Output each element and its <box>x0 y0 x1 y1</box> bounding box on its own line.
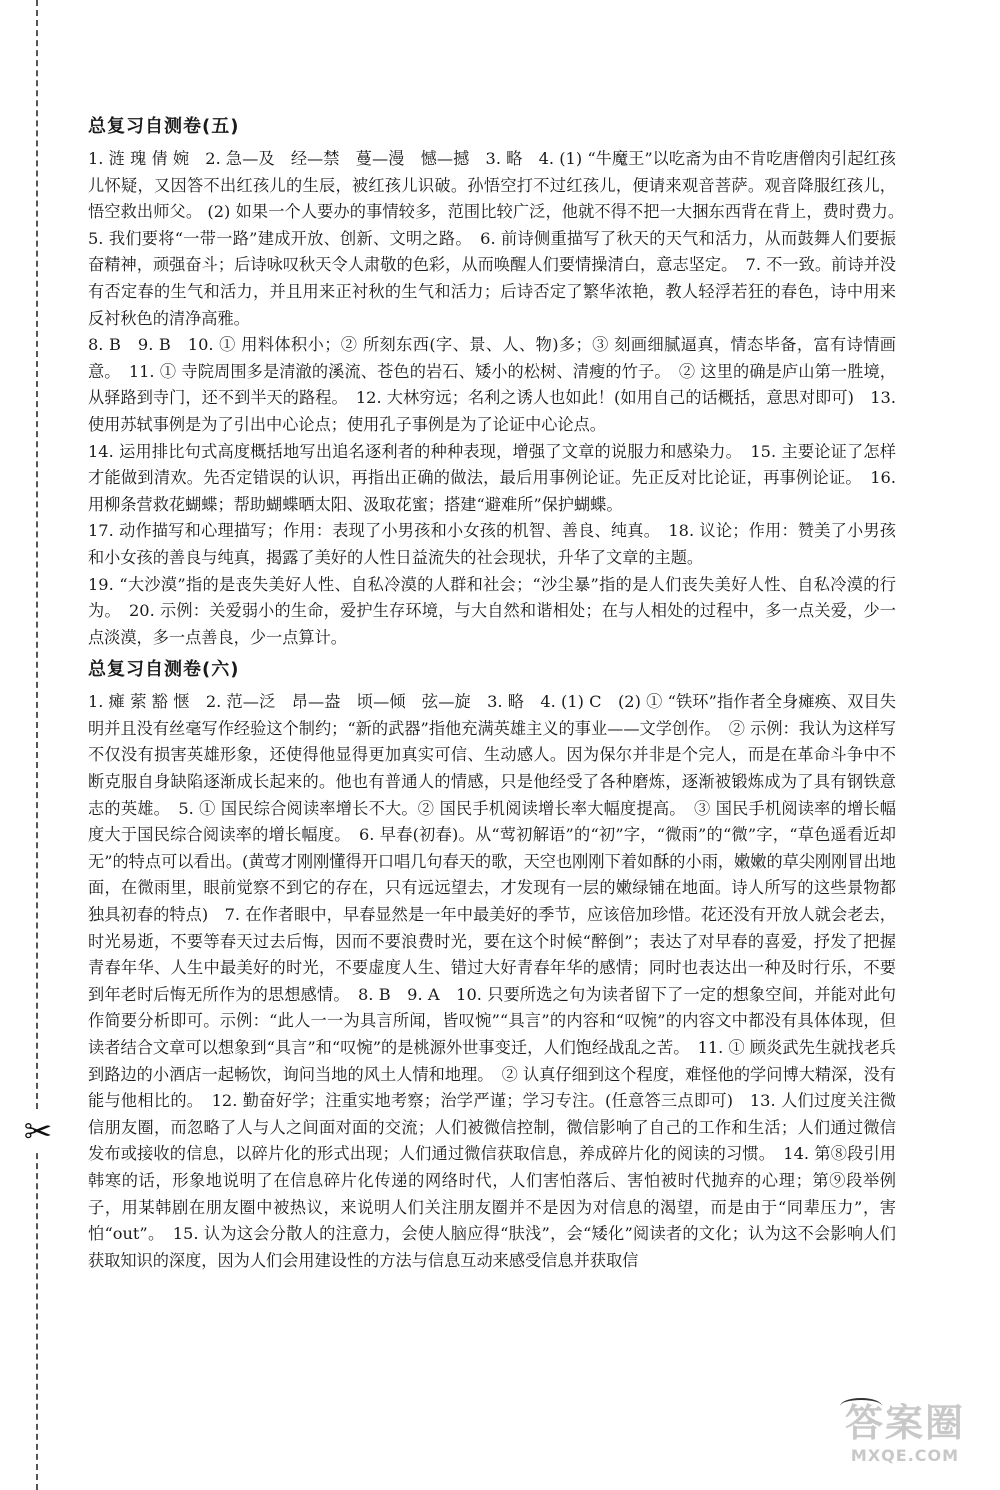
answer-paragraph: 1. 涟 瑰 倩 婉 2. 急—及 经—禁 蔓—漫 憾—撼 3. 略 4. (1) “牛魔王”以吃斋为由不肯吃唐僧肉引起红孩儿怀疑，又因答不出红孩儿的生辰，被红孩儿识破。孙悟空打不过红孩儿，便请来观音菩萨。观音降服红孩儿，悟空救出师父。 (2) 如果一个人要办的事情较多，范围比较广泛，他就不得不把一大捆东西背在背上，费时费力。 5. 我们要将“一带一路”建成开放、创新、文明之路。 6. 前诗侧重描写了秋天的天气和活力，从而鼓舞人们要振奋精神，顽强奋斗；后诗咏叹秋天令人肃敬的色彩，从而唤醒人们要情操清白，意志坚定。 7. 不一致。前诗并没有否定春的生气和活力，并且用来正衬秋的生气和活力；后诗否定了繁华浓艳，教人轻浮若狂的春色，诗中用来反衬秋色的清净高雅。 <box>88 149 913 328</box>
answer-paragraph: 14. 运用排比句式高度概括地写出追名逐利者的种种表现，增强了文章的说服力和感染力。 15. 主要论证了怎样才能做到清欢。先否定错误的认识，再指出正确的做法，最后用事例论证。先正反对比论证，再事例论证。 16. 用柳条营救花蝴蝶；帮助蝴蝶晒太阳、汲取花蜜；搭建“避难所”保护蝴蝶。 <box>88 441 896 514</box>
section-6 <box>88 655 896 1274</box>
section-body <box>88 146 913 651</box>
section-5 <box>88 112 913 651</box>
answer-paragraph: 17. 动作描写和心理描写；作用：表现了小男孩和小女孩的机智、善良、纯真。 18. 议论；作用：赞美了小男孩和小女孩的善良与纯真，揭露了美好的人性日益流失的社会现状，升华了文章的主题。 <box>88 521 896 567</box>
answer-paragraph: 19. “大沙漠”指的是丧失美好人性、自私冷漠的人群和社会；“沙尘暴”指的是人们丧失美好人性、自私冷漠的行为。 20. 示例：关爱弱小的生命，爱护生存环境，与大自然和谐相处；在与人相处的过程中，多一点关爱，少一点淡漠，多一点善良，少一点算计。 <box>88 574 896 647</box>
answer-paragraph: 1. 瘫 萦 豁 惬 2. 范—泛 昂—盎 顷—倾 弦—旋 3. 略 4. (1) C (2) ① “铁环”指作者全身瘫痪、双目失明并且没有丝毫写作经验这个制约；“新的武器”指他充满英雄主义的事业——文学创作。 ② 示例：我认为这样写不仅没有损害英雄形象，还使得他显得更加真实可信、生动感人。因为保尔并非是个完人，而是在革命斗争中不断克服自身缺陷逐渐成长起来的。他也有普通人的情感，只是他经受了各种磨炼，逐渐被锻炼成为了具有钢铁意志的英雄。 5. ① 国民综合阅读率增长不大。② 国民手机阅读增长率大幅度提高。 ③ 国民手机阅读率的增长幅度大于国民综合阅读率的增长幅度。 6. 早春(初春)。从“莺初解语”的“初”字，“微雨”的“微”字，“草色遥看近却无”的特点可以看出。(黄莺才刚刚懂得开口唱几句春天的歌，天空也刚刚下着如酥的小雨，嫩嫩的草尖刚刚冒出地面，在微雨里，眼前觉察不到它的存在，只有远远望去，才发现有一层的嫩绿铺在地面。诗人所写的这些景物都独具初春的特点) 7. 在作者眼中，早春显然是一年中最美好的季节，应该倍加珍惜。花还没有开放人就会老去，时光易逝，不要等春天过去后悔，因而不要浪费时光，要在这个时候“醉倒”；表达了对早春的喜爱，抒发了把握青春年华、人生中最美好的时光，不要虚度人生、错过大好青春年华的感情；同时也表达出一种及时行乐，不要到年老时后悔无所作为的思想感情。 8. B 9. A 10. 只要所选之句为读者留下了一定的想象空间，并能对此句作简要分析即可。示例：“此人一一为具言所闻，皆叹惋”“具言”的内容和“叹惋”的内容文中都没有具体体现，但读者结合文章可以想象到“具言”和“叹惋”的是桃源外世事变迁，人们饱经战乱之苦。 11. ① 顾炎武先生就找老兵到路边的小酒店一起畅饮，询问当地的风土人情和地理。 ② 认真仔细到这个程度，难怪他的学问博大精深，没有能与他相比的。 12. 勤奋好学；注重实地考察；治学严谨；学习专注。(任意答三点即可) 13. 人们过度关注微信朋友圈，而忽略了人与人之间面对面的交流；人们被微信控制，微信影响了自己的工作和生活；人们通过微信发布或接收的信息，以碎片化的形式出现；人们通过微信获取信息，养成碎片化的阅读的习惯。 14. 第⑧段引用韩寒的话，形象地说明了在信息碎片化传递的网络时代，人们害怕落后、害怕被时代抛弃的心理；第⑨段举例子，用某韩剧在朋友圈中被热议，来说明人们关注朋友圈并不是因为对信息的渴望，而是由于“同辈压力”，害怕“out”。 15. 认为这会分散人的注意力，会使人脑应得“肤浅”，会“矮化”阅读者的文化；认为这不会影响人们获取知识的深度，因为人们会用建设性的方法与信息互动来感受信息并获取信 <box>88 692 896 1270</box>
scissors-icon: ✂ <box>18 1112 58 1152</box>
cut-line-dashed <box>36 0 38 1490</box>
section-body <box>88 689 896 1274</box>
section-title: 总复习自测卷(六) <box>88 659 240 681</box>
section-title: 总复习自测卷(五) <box>88 116 240 137</box>
answer-paragraph: 8. B 9. B 10. ① 用料体积小；② 所刻东西(字、景、人、物)多；③ 刻画细腻逼真，情态毕备，富有诗情画意。 11. ① 寺院周围多是清澈的溪流、苍色的岩石、矮小的松树、清瘦的竹子。 ② 这里的确是庐山第一胜境，从驿路到寺门，还不到半天的路程。 12. 大林穷远；名利之诱人也如此！(如用自己的话概括，意思对即可) 13. 使用苏轼事例是为了引出中心论点；使用孔子事例是为了论证中心论点。 <box>88 335 896 434</box>
watermark-logo <box>820 1400 990 1480</box>
watermark-url: MXQE.COM <box>850 1446 960 1465</box>
answer-page <box>88 112 913 1278</box>
watermark-text: 答案圈 <box>844 1401 965 1445</box>
